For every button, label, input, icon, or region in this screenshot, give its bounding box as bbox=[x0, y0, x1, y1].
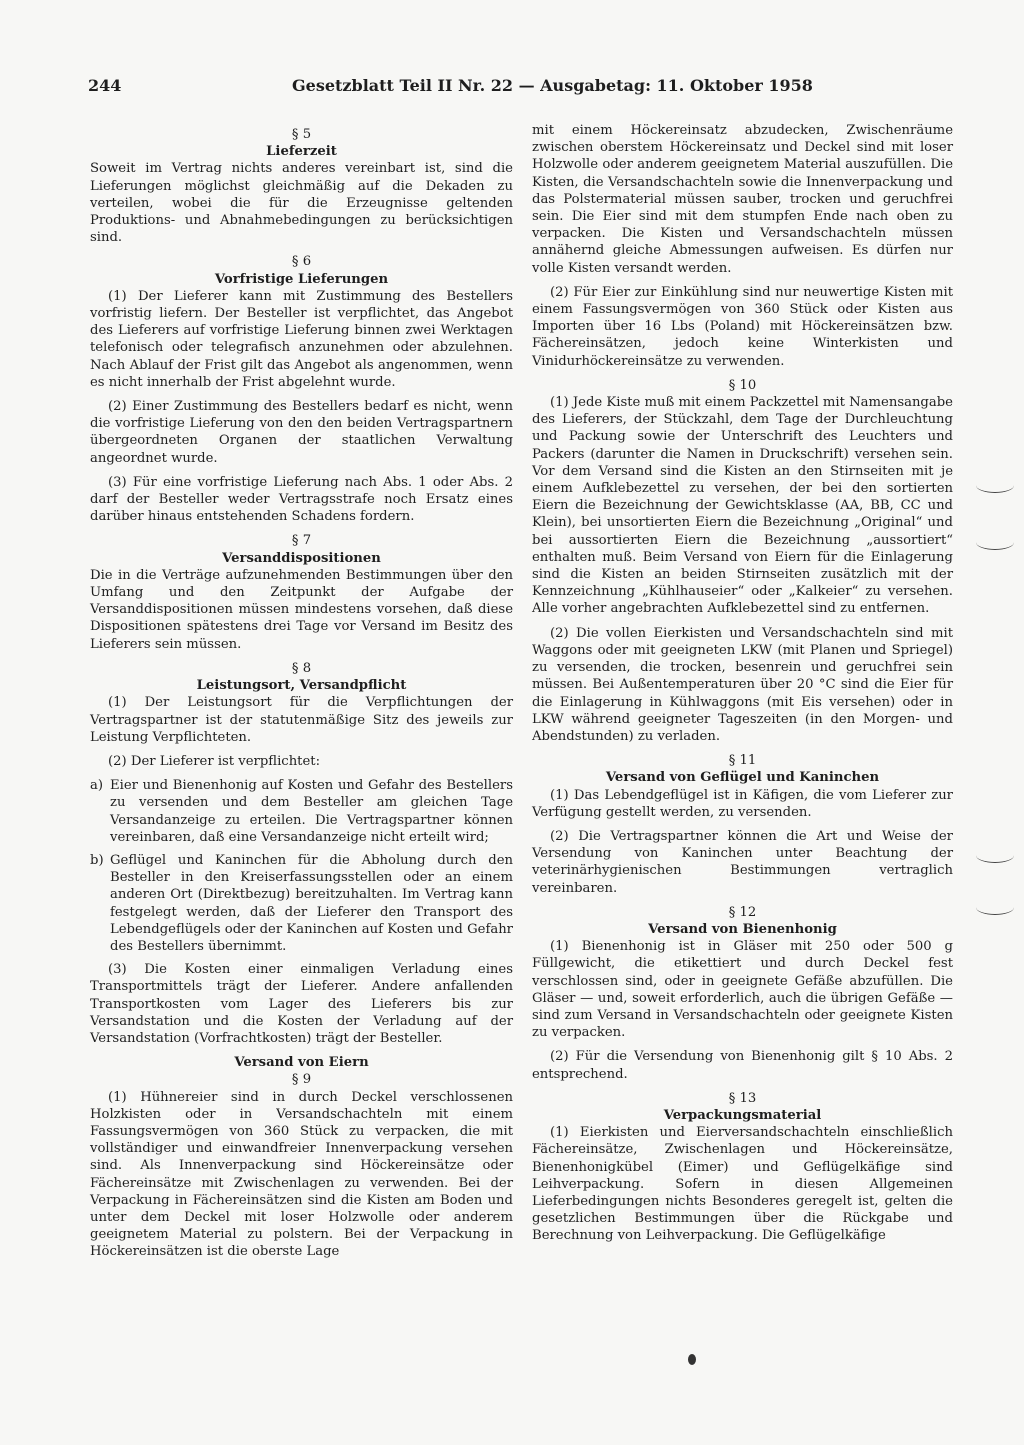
paragraph: (3) Die Kosten einer einmaligen Verladung eines Transportmittels trägt der Lieferer. Andere anfallenden Transportkosten vom Lager des Lieferers bis zur Versandstation und die Kosten der Verladung auf der Versandstation (Vorfrachtkosten) trägt der Besteller. bbox=[90, 962, 513, 1046]
paragraph: (1) Eierkisten und Eierversandschachteln einschließlich Fächereinsätze, Zwischenlagen und Höckereinsätze, Bienenhonigkübel (Eimer) und Geflügelkäfige sind Leihverpackung. Sofern in diesen Allgemeinen Lieferbedingungen nichts Besonderes geregelt ist, gelten die gesetzlichen Bestimmungen über die Rückgabe und Berechnung von Leihverpackung. Die Geflügelkäfige bbox=[532, 1125, 953, 1244]
paragraph: (2) Der Lieferer ist verpflichtet: bbox=[108, 753, 321, 769]
paragraph: (2) Für Eier zur Einkühlung sind nur neuwertige Kisten mit einem Fassungsvermögen von 360 Stück oder Kisten aus Importen über 16 Lbs (Poland) mit Höckereinsätzen bzw. Fächereinsätzen, jedoch keine Winterkisten und Vinidurhöckereinsätze zu verwenden. bbox=[532, 284, 953, 369]
section-number: § 6 bbox=[291, 254, 312, 270]
paragraph: (1) Der Leistungsort für die Verpflichtungen der Vertragspartner ist der statutenmäßige Sitz des jeweils zur Leistung Verpflichteten. bbox=[90, 695, 513, 745]
section-title: Versanddispositionen bbox=[222, 550, 381, 566]
section-title: Versand von Geflügel und Kaninchen bbox=[605, 770, 880, 786]
ink-blot bbox=[688, 1354, 696, 1365]
right-column bbox=[532, 122, 953, 1252]
section-title: Verpackungsmaterial bbox=[663, 1107, 822, 1123]
list-item-label: a) bbox=[90, 778, 104, 794]
left-column bbox=[90, 122, 513, 1268]
paragraph: mit einem Höckereinsatz abzudecken, Zwischenräume zwischen oberstem Höckereinsatz und Deckel sind mit loser Holzwolle oder anderem geeignetem Material auszufüllen. Die Kisten, die Versandschachteln sowie die Innenverpackung und das Polstermaterial müssen sauber, trocken und geruchfrei sein. Die Eier sind mit dem stumpfen Ende nach oben zu verpacken. Die Kisten und Versandschachteln müssen annähernd gleiche Abmessungen aufweisen. Es dürfen nur volle Kisten versandt werden. bbox=[532, 123, 953, 276]
section-title: Versand von Bienenhonig bbox=[648, 921, 837, 937]
section-number: § 5 bbox=[291, 127, 312, 142]
section-number: § 8 bbox=[291, 660, 312, 676]
paragraph: Soweit im Vertrag nichts anderes vereinbart ist, sind die Lieferungen möglichst gleichmäßig auf die Dekaden zu verteilen, wobei die für die Erzeugnisse geltenden Produktions- und Abnahmebedingungen zu berücksichtigen sind. bbox=[90, 161, 513, 246]
section-number: § 7 bbox=[291, 533, 312, 549]
list-item-text: Geflügel und Kaninchen für die Abholung durch den Besteller in den Kreiserfassungsstellen oder an einem anderen Ort (Direktbezug) bereitzuhalten. Im Vertrag kann festgelegt werden, daß der Lieferer den Transport des Lebendgeflügels oder der Kaninchen auf Kosten und Gefahr des Bestellers übernimmt. bbox=[110, 852, 513, 954]
list-item-text: Eier und Bienenhonig auf Kosten und Gefahr des Bestellers zu versenden und dem Besteller am gleichen Tage Versandanzeige zu erteilen. Die Vertragspartner können vereinbaren, daß eine Versandanzeige nicht erteilt wird; bbox=[110, 778, 513, 845]
margin-mark bbox=[976, 900, 1014, 915]
section-title: Lieferzeit bbox=[266, 144, 337, 160]
section-title: Leistungsort, Versandpflicht bbox=[196, 678, 407, 694]
chapter-title: Versand von Eiern bbox=[234, 1055, 369, 1071]
margin-mark bbox=[976, 848, 1014, 863]
paragraph: (2) Einer Zustimmung des Bestellers bedarf es nicht, wenn die vorfristige Lieferung von den den beiden Vertragspartnern übergeordneten Organen der staatlichen Verwaltung angeordnet wurde. bbox=[90, 399, 513, 466]
section-title: Vorfristige Lieferungen bbox=[214, 271, 389, 287]
page-number: 244 bbox=[88, 76, 122, 95]
paragraph: (1) Hühnereier sind in durch Deckel verschlossenen Holzkisten oder in Versandschachteln mit einem Fassungsvermögen von 360 Stück zu verpacken, die mit vollständiger und einwandfreier Innenverpackung versehen sind. Als Innenverpackung sind Höckereinsätze oder Fächereinsätze mit Zwischenlagen zu verwenden. Bei der Verpackung in Fächereinsätzen sind die Kisten am Boden und unter dem Deckel mit loser Holzwolle oder anderem geeignetem Material zu polstern. Bei der Verpackung in Höckereinsätzen ist die oberste Lage bbox=[90, 1089, 513, 1260]
paragraph: (3) Für eine vorfristige Lieferung nach Abs. 1 oder Abs. 2 darf der Besteller weder Vertragsstrafe noch Ersatz eines darüber hinaus entstehenden Schadens fordern. bbox=[90, 474, 513, 525]
margin-mark bbox=[976, 535, 1014, 550]
paragraph: (2) Die vollen Eierkisten und Versandschachteln sind mit Waggons oder mit geeigneten LKW (mit Planen und Spriegel) zu versenden, die trocken, besenrein und geruchfrei sein müssen. Bei Außentemperaturen über 20 °C sind die Eier für die Einlagerung in Kühlwaggons (mit Eis versehen) oder in LKW während geeigneter Tageszeiten (in den Morgen- und Abendstunden) zu verladen. bbox=[532, 625, 953, 744]
gazette-title: Gesetzblatt Teil II Nr. 22 — Ausgabetag: 11. Oktober 1958 bbox=[292, 76, 813, 95]
paragraph: (1) Das Lebendgeflügel ist in Käfigen, die vom Lieferer zur Verfügung gestellt werden, zu versenden. bbox=[532, 787, 953, 820]
paragraph: (1) Der Lieferer kann mit Zustimmung des Bestellers vorfristig liefern. Der Besteller ist verpflichtet, das Angebot des Lieferers auf vorfristige Lieferung binnen zwei Werktagen telefonisch oder telegrafisch anzunehmen oder abzulehnen. Nach Ablauf der Frist gilt das Angebot als angenommen, wenn es nicht innerhalb der Frist abgelehnt wurde. bbox=[90, 288, 513, 390]
section-number: § 11 bbox=[728, 753, 757, 769]
paragraph: (1) Bienenhonig ist in Gläser mit 250 oder 500 g Füllgewicht, die etikettiert und durch Deckel fest verschlossen sind, oder in geeignete Gefäße abzufüllen. Die Gläser — und, soweit erforderlich, auch die übrigen Gefäße — sind zum Versand in Versandschachteln oder geeignete Kisten zu verpacken. bbox=[532, 939, 953, 1041]
paragraph: Die in die Verträge aufzunehmenden Bestimmungen über den Umfang und den Zeitpunkt der Aufgabe der Versanddispositionen müssen mindestens vorsehen, daß diese Dispositionen spätestens drei Tage vor Versand im Besitz des Lieferers sein müssen. bbox=[90, 567, 513, 652]
margin-mark bbox=[976, 478, 1014, 493]
list-item-label: b) bbox=[90, 852, 104, 868]
section-number: § 9 bbox=[291, 1072, 312, 1088]
list-item bbox=[90, 777, 513, 846]
section-number: § 13 bbox=[728, 1090, 757, 1106]
page-header bbox=[88, 76, 948, 100]
paragraph: (2) Die Vertragspartner können die Art und Weise der Versendung von Kaninchen unter Beachtung der veterinärhygienischen Bestimmungen vertraglich vereinbaren. bbox=[532, 828, 953, 896]
paragraph: (1) Jede Kiste muß mit einem Packzettel mit Namensangabe des Lieferers, der Stückzahl, dem Tage der Durchleuchtung und Packung sowie der Unterschrift des Leuchters und Packers (darunter die Namen in Druckschrift) versehen sein. Vor dem Versand sind die Kisten an den Stirnseiten mit je einem Aufklebezettel zu versehen, der bei den sortierten Eiern die Bezeichnung der Gewichtsklasse (AA, BB, CC und Klein), bei unsortierten Eiern die Bezeichnung „Original“ und bei aussortierten Eiern die Bezeichnung „aussortiert“ enthalten muß. Beim Versand von Eiern für die Einlagerung sind die Kisten an beiden Stirnseiten zusätzlich mit der Kennzeichnung „Kühlhauseier“ oder „Kalkeier“ zu versehen. Alle vorher angebrachten Aufklebezettel sind zu entfernen. bbox=[532, 395, 953, 617]
paragraph: (2) Für die Versendung von Bienenhonig gilt § 10 Abs. 2 entsprechend. bbox=[532, 1049, 953, 1082]
section-number: § 10 bbox=[728, 377, 757, 393]
section-number: § 12 bbox=[728, 904, 757, 920]
list-item bbox=[90, 852, 513, 955]
